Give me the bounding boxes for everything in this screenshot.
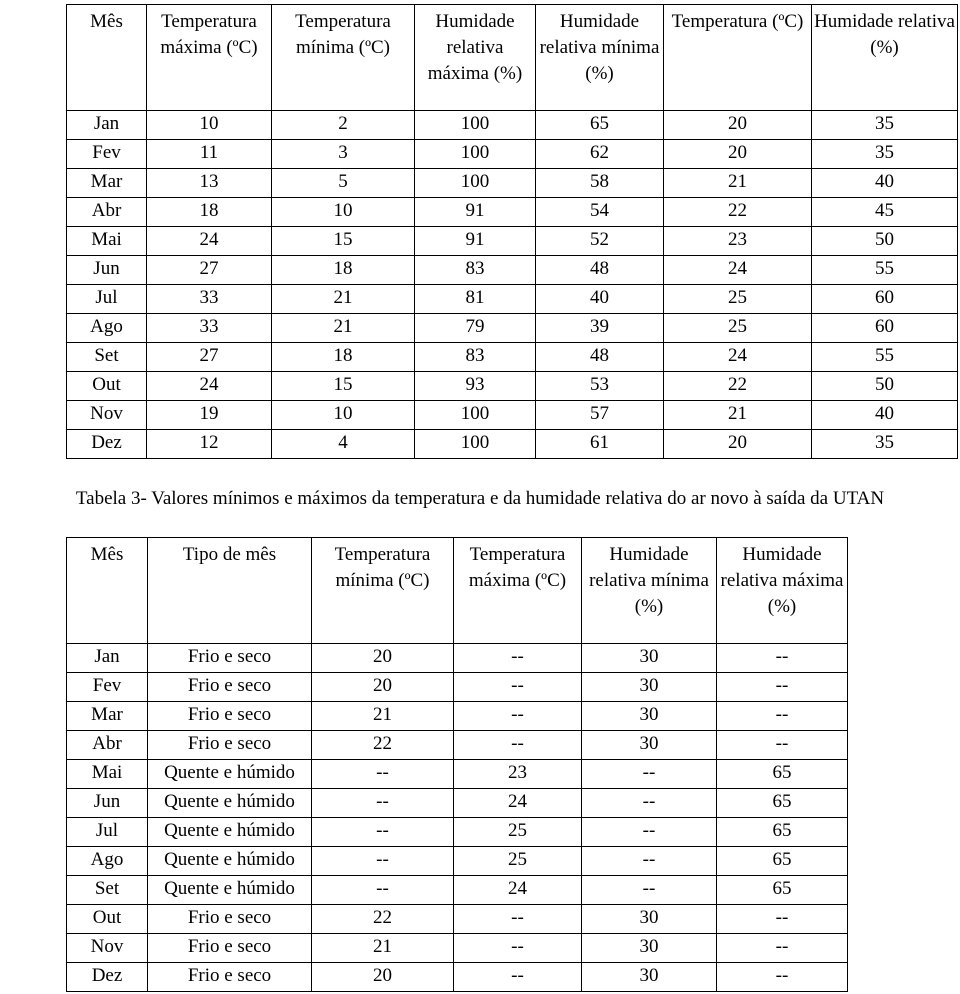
month-cell: Fev	[67, 140, 147, 169]
month-cell: Ago	[67, 847, 148, 876]
table-cell: 20	[312, 673, 454, 702]
table-cell: Frio e seco	[148, 731, 312, 760]
table-row	[67, 702, 848, 731]
table-cell: --	[717, 644, 848, 673]
table-cell: 15	[272, 227, 415, 256]
header-cell: Temperatura máxima (ºC)	[147, 5, 272, 111]
month-cell: Set	[67, 343, 147, 372]
table-row	[67, 673, 848, 702]
table-cell: Quente e húmido	[148, 876, 312, 905]
table-cell: --	[454, 963, 582, 992]
table-cell: 27	[147, 256, 272, 285]
table-cell: 2	[272, 111, 415, 140]
table-cell: 91	[415, 227, 536, 256]
table-cell: --	[454, 731, 582, 760]
table-cell: 54	[536, 198, 664, 227]
table-cell: 50	[812, 227, 958, 256]
table-cell: 91	[415, 198, 536, 227]
header-cell: Mês	[67, 538, 148, 644]
table-cell: --	[454, 934, 582, 963]
table-cell: 40	[812, 169, 958, 198]
table-row	[67, 372, 958, 401]
table-cell: 33	[147, 314, 272, 343]
table-cell: 65	[717, 818, 848, 847]
table-cell: 57	[536, 401, 664, 430]
table-row	[67, 140, 958, 169]
table-cell: 18	[272, 343, 415, 372]
table-cell: 23	[664, 227, 812, 256]
month-cell: Mai	[67, 760, 148, 789]
table-cell: Frio e seco	[148, 905, 312, 934]
table-row	[67, 227, 958, 256]
table-cell: 24	[664, 343, 812, 372]
table-cell: 58	[536, 169, 664, 198]
month-cell: Mar	[67, 169, 147, 198]
table-cell: 20	[664, 111, 812, 140]
table-cell: --	[312, 847, 454, 876]
table-cell: 23	[454, 760, 582, 789]
table-row	[67, 401, 958, 430]
climate-table-outside	[66, 4, 958, 459]
table-cell: 55	[812, 343, 958, 372]
month-cell: Out	[67, 905, 148, 934]
table-cell: 27	[147, 343, 272, 372]
header-cell: Humidade relativa máxima (%)	[415, 5, 536, 111]
table-cell: 20	[664, 140, 812, 169]
table-cell: --	[454, 702, 582, 731]
table-cell: 30	[582, 673, 717, 702]
table-cell: --	[312, 760, 454, 789]
table-row	[67, 789, 848, 818]
table-cell: --	[717, 905, 848, 934]
table-row	[67, 905, 848, 934]
header-cell: Humidade relativa (%)	[812, 5, 958, 111]
table-cell: 45	[812, 198, 958, 227]
table-cell: 15	[272, 372, 415, 401]
table-cell: 25	[454, 818, 582, 847]
table-cell: 30	[582, 963, 717, 992]
table-cell: --	[717, 963, 848, 992]
table-cell: 24	[664, 256, 812, 285]
table-cell: 60	[812, 314, 958, 343]
table-cell: 30	[582, 905, 717, 934]
table-cell: 35	[812, 430, 958, 459]
table-cell: 21	[664, 169, 812, 198]
table-cell: 24	[454, 876, 582, 905]
table-row	[67, 343, 958, 372]
table-cell: 35	[812, 140, 958, 169]
table-cell: Frio e seco	[148, 934, 312, 963]
table-row	[67, 963, 848, 992]
table-cell: 4	[272, 430, 415, 459]
table-cell: 24	[147, 227, 272, 256]
table-cell: 24	[147, 372, 272, 401]
table-cell: 22	[664, 372, 812, 401]
table-cell: 65	[536, 111, 664, 140]
table-cell: --	[454, 644, 582, 673]
table-cell: 25	[664, 314, 812, 343]
table-cell: 18	[272, 256, 415, 285]
table-cell: 25	[664, 285, 812, 314]
table-cell: 24	[454, 789, 582, 818]
header-cell: Humidade relativa máxima (%)	[717, 538, 848, 644]
header-cell: Humidade relativa mínima (%)	[582, 538, 717, 644]
table-cell: 81	[415, 285, 536, 314]
month-cell: Out	[67, 372, 147, 401]
month-cell: Abr	[67, 198, 147, 227]
table-cell: 100	[415, 430, 536, 459]
month-cell: Jun	[67, 789, 148, 818]
table-row	[67, 934, 848, 963]
table-cell: 33	[147, 285, 272, 314]
table-cell: 48	[536, 343, 664, 372]
table-cell: Quente e húmido	[148, 847, 312, 876]
table-caption: Tabela 3- Valores mínimos e máximos da temperatura e da humidade relativa do ar novo à saída da UTAN	[75, 488, 885, 509]
table-cell: 3	[272, 140, 415, 169]
month-cell: Jan	[67, 111, 147, 140]
table-cell: --	[582, 847, 717, 876]
table-cell: 79	[415, 314, 536, 343]
table-cell: 65	[717, 847, 848, 876]
month-cell: Dez	[67, 963, 148, 992]
table-cell: --	[454, 905, 582, 934]
table-cell: 60	[812, 285, 958, 314]
table-cell: Frio e seco	[148, 673, 312, 702]
table-cell: 20	[664, 430, 812, 459]
table-cell: 20	[312, 644, 454, 673]
table-cell: 21	[664, 401, 812, 430]
month-cell: Jul	[67, 285, 147, 314]
table-cell: 48	[536, 256, 664, 285]
table-cell: 30	[582, 934, 717, 963]
table-row	[67, 111, 958, 140]
table-cell: 5	[272, 169, 415, 198]
table-cell: 61	[536, 430, 664, 459]
table-cell: --	[582, 818, 717, 847]
table-cell: 22	[312, 905, 454, 934]
month-cell: Ago	[67, 314, 147, 343]
month-cell: Jan	[67, 644, 148, 673]
table-cell: Frio e seco	[148, 963, 312, 992]
table-cell: 53	[536, 372, 664, 401]
table-cell: Frio e seco	[148, 644, 312, 673]
month-type-table	[66, 537, 848, 992]
table-body	[67, 111, 958, 459]
table-cell: --	[582, 876, 717, 905]
table-cell: 55	[812, 256, 958, 285]
table-cell: 13	[147, 169, 272, 198]
table-cell: Quente e húmido	[148, 760, 312, 789]
table-cell: 18	[147, 198, 272, 227]
month-cell: Jun	[67, 256, 147, 285]
table-cell: 40	[536, 285, 664, 314]
table-row	[67, 760, 848, 789]
table-cell: 100	[415, 169, 536, 198]
table-cell: 50	[812, 372, 958, 401]
header-cell: Tipo de mês	[148, 538, 312, 644]
header-cell: Mês	[67, 5, 147, 111]
table-header-row	[67, 5, 958, 111]
table-cell: 100	[415, 140, 536, 169]
table-cell: 10	[272, 401, 415, 430]
table-cell: --	[717, 731, 848, 760]
month-cell: Nov	[67, 934, 148, 963]
table-cell: 22	[312, 731, 454, 760]
month-cell: Set	[67, 876, 148, 905]
table-cell: 100	[415, 401, 536, 430]
month-cell: Mar	[67, 702, 148, 731]
table-cell: 25	[454, 847, 582, 876]
table-cell: 40	[812, 401, 958, 430]
table-cell: 100	[415, 111, 536, 140]
table-row	[67, 285, 958, 314]
table-cell: 83	[415, 256, 536, 285]
table-cell: 62	[536, 140, 664, 169]
month-cell: Mai	[67, 227, 147, 256]
month-cell: Abr	[67, 731, 148, 760]
table-cell: 30	[582, 644, 717, 673]
header-cell: Temperatura mínima (ºC)	[272, 5, 415, 111]
header-cell: Temperatura mínima (ºC)	[312, 538, 454, 644]
table-cell: 65	[717, 876, 848, 905]
table-cell: --	[454, 673, 582, 702]
table-row	[67, 169, 958, 198]
table-cell: --	[582, 760, 717, 789]
table-cell: --	[717, 673, 848, 702]
table-cell: 12	[147, 430, 272, 459]
month-cell: Jul	[67, 818, 148, 847]
table-row	[67, 731, 848, 760]
table-cell: 21	[272, 285, 415, 314]
table-cell: 39	[536, 314, 664, 343]
month-cell: Nov	[67, 401, 147, 430]
table-cell: --	[582, 789, 717, 818]
table-cell: 93	[415, 372, 536, 401]
table-cell: 19	[147, 401, 272, 430]
table-cell: 10	[147, 111, 272, 140]
table-row	[67, 818, 848, 847]
month-cell: Dez	[67, 430, 147, 459]
table-body	[67, 644, 848, 992]
table-cell: Quente e húmido	[148, 818, 312, 847]
table-row	[67, 198, 958, 227]
table-cell: --	[717, 702, 848, 731]
table-cell: --	[312, 789, 454, 818]
month-cell: Fev	[67, 673, 148, 702]
table-row	[67, 314, 958, 343]
table-cell: 10	[272, 198, 415, 227]
header-cell: Temperatura (ºC)	[664, 5, 812, 111]
table-row	[67, 430, 958, 459]
table-cell: 35	[812, 111, 958, 140]
table-cell: 52	[536, 227, 664, 256]
table-cell: --	[717, 934, 848, 963]
table-cell: 30	[582, 731, 717, 760]
header-cell: Humidade relativa mínima (%)	[536, 5, 664, 111]
table-row	[67, 256, 958, 285]
table-row	[67, 876, 848, 905]
table-cell: Frio e seco	[148, 702, 312, 731]
table-cell: 65	[717, 789, 848, 818]
table-row	[67, 644, 848, 673]
table-cell: --	[312, 876, 454, 905]
table-cell: 22	[664, 198, 812, 227]
table-row	[67, 847, 848, 876]
table-cell: --	[312, 818, 454, 847]
table-cell: 21	[312, 702, 454, 731]
table-cell: Quente e húmido	[148, 789, 312, 818]
table-cell: 20	[312, 963, 454, 992]
table-cell: 83	[415, 343, 536, 372]
table-cell: 21	[272, 314, 415, 343]
table-header-row	[67, 538, 848, 644]
table-cell: 21	[312, 934, 454, 963]
table-cell: 65	[717, 760, 848, 789]
header-cell: Temperatura máxima (ºC)	[454, 538, 582, 644]
table-cell: 11	[147, 140, 272, 169]
table-cell: 30	[582, 702, 717, 731]
